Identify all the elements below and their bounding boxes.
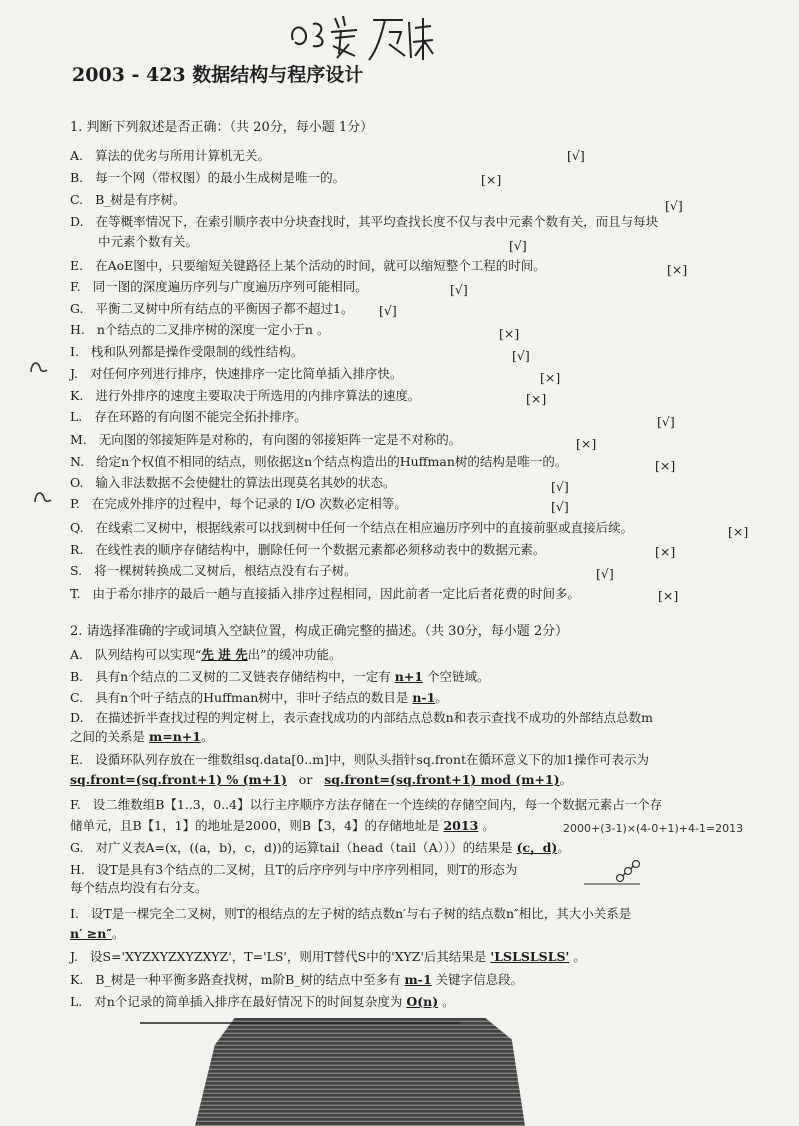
s1-mark-c: [√] — [665, 198, 683, 213]
s2-answer-c: n-1 — [412, 690, 436, 705]
s2-item-d-cont: 之间的关系是 m=n+1。 — [70, 729, 214, 744]
s1-item-e: E. 在AoE图中，只要缩短关键路径上某个活动的时间，就可以缩短整个工程的时间。 — [70, 258, 546, 273]
s1-item-d-cont: 中元素个数有关。 — [98, 234, 199, 249]
tree-shape-drawing — [580, 858, 650, 888]
s1-mark-f: [√] — [450, 282, 468, 297]
s2-item-h-cont: 每个结点均没有右分支。 — [70, 880, 208, 895]
s1-mark-m: [×] — [576, 436, 597, 451]
s1-mark-i: [√] — [512, 348, 530, 363]
s1-mark-e: [×] — [667, 262, 688, 277]
s2-item-c: C. 具有n个叶子结点的Huffman树中，非叶子结点的数目是 n-1。 — [70, 690, 448, 705]
s1-mark-k: [×] — [526, 391, 547, 406]
s2-item-e-cont: sq.front=(sq.front+1) % (m+1) or sq.front=(sq.front+1) mod (m+1)。 — [70, 772, 573, 787]
exam-title: 2003 - 423 数据结构与程序设计 — [72, 64, 364, 86]
s2-item-a: A. 队列结构可以实现“先 进 先出”的缓冲功能。 — [70, 647, 342, 662]
s2-item-g: G. 对广义表A=(x，((a，b)，c，d))的运算tail（head（tail（A）））的结果是 (c，d)。 — [70, 840, 570, 855]
s2-answer-i: n′ ≥n″ — [70, 926, 112, 941]
s2-item-k: K. B_树是一种平衡多路查找树，m阶B_树的结点中至多有 m-1 关键字信息段。 — [70, 972, 524, 987]
s2-answer-d: m=n+1 — [149, 729, 201, 744]
s1-item-m: M. 无向图的邻接矩阵是对称的，有向图的邻接矩阵一定是不对称的。 — [70, 432, 462, 447]
s1-mark-l: [√] — [657, 414, 675, 429]
s1-mark-q: [×] — [728, 524, 749, 539]
s1-mark-r: [×] — [655, 544, 676, 559]
s2-item-e: E. 设循环队列存放在一维数组sq.data[0..m]中，则队头指针sq.front在循环意义下的加1操作可表示为 — [70, 752, 649, 767]
s2-answer-l: O(n) — [406, 994, 439, 1009]
s2-answer-j: 'LSLSLSLS' — [490, 949, 570, 964]
s2-item-f: F. 设二维数组B【1..3，0..4】以行主序顺序方法存储在一个连续的存储空间内，每一个数据元素占一个存 — [70, 797, 663, 812]
s1-item-b: B. 每一个网（带权图）的最小生成树是唯一的。 — [70, 170, 346, 185]
s1-item-d: D. 在等概率情况下，在索引顺序表中分块查找时，其平均查找长度不仅与表中元素个数有关，而且与每块 — [70, 214, 659, 229]
s1-item-n: N. 给定n个权值不相同的结点，则依据这n个结点构造出的Huffman树的结构是唯一的。 — [70, 454, 568, 469]
s1-item-j: J. 对任何序列进行排序，快速排序一定比简单插入排序快。 — [70, 366, 403, 381]
s1-mark-b: [×] — [481, 172, 502, 187]
margin-pen-mark-j — [28, 358, 50, 376]
section2-heading: 2. 请选择准确的字或词填入空缺位置，构成正确完整的描述。（共 30分，每小题 2分） — [70, 624, 569, 639]
s2-item-l: L. 对n个记录的简单插入排序在最好情况下的时间复杂度为 O(n) 。 — [70, 994, 455, 1009]
s2-item-i-cont: n′ ≥n″。 — [70, 926, 125, 941]
s1-item-c: C. B_树是有序树。 — [70, 192, 186, 207]
s1-mark-p: [√] — [551, 499, 569, 514]
s2-item-i: I. 设T是一棵完全二叉树，则T的根结点的左子树的结点数n′与右子树的结点数n″相比，其大小关系是 — [70, 906, 632, 921]
s2-answer-e2: sq.front=(sq.front+1) mod (m+1) — [324, 772, 560, 787]
s2-item-h: H. 设T是具有3个结点的二叉树，且T的后序序列与中序序列相同，则T的形态为 — [70, 862, 518, 877]
s2-item-j: J. 设S='XYZXYZXYZXYZ'，T='LS'，则用T替代S中的'XYZ'后其结果是 'LSLSLSLS' 。 — [70, 949, 586, 964]
s1-mark-s: [√] — [596, 566, 614, 581]
s2-item-d: D. 在描述折半查找过程的判定树上，表示查找成功的内部结点总数n和表示查找不成功的外部结点总数m — [70, 710, 653, 725]
s1-mark-t: [×] — [658, 588, 679, 603]
s1-item-k: K. 进行外排序的速度主要取决于所选用的内排序算法的速度。 — [70, 388, 421, 403]
section1-heading: 1. 判断下列叙述是否正确：（共 20分，每小题 1分） — [70, 120, 374, 135]
s1-item-p: P. 在完成外排序的过程中，每个记录的 I/O 次数必定相等。 — [70, 496, 407, 511]
s2-item-b: B. 具有n个结点的二叉树的二叉链表存储结构中，一定有 n+1 个空链域。 — [70, 669, 490, 684]
s2-answer-k: m-1 — [404, 972, 432, 987]
s1-mark-n: [×] — [655, 458, 676, 473]
s2-answer-e1: sq.front=(sq.front+1) % (m+1) — [70, 772, 287, 787]
s1-item-r: R. 在线性表的顺序存储结构中，删除任何一个数据元素都必须移动表中的数据元素。 — [70, 542, 546, 557]
s1-item-f: F. 同一图的深度遍历序列与广度遍历序列可能相同。 — [70, 279, 368, 294]
s1-mark-o: [√] — [551, 479, 569, 494]
s1-item-l: L. 存在环路的有向图不能完全拓扑排序。 — [70, 409, 307, 424]
s2-answer-g: (c，d) — [516, 840, 558, 855]
s1-mark-a: [√] — [567, 148, 585, 163]
handwritten-note-scribble — [285, 10, 435, 65]
s1-mark-h: [×] — [499, 326, 520, 341]
s1-item-t: T. 由于希尔排序的最后一趟与直接插入排序过程相同，因此前者一定比后者花费的时间多。 — [70, 586, 580, 601]
margin-pen-mark-p — [32, 488, 54, 506]
s1-item-s: S. 将一棵树转换成二叉树后，根结点没有右子树。 — [70, 563, 357, 578]
s1-item-i: I. 栈和队列都是操作受限制的线性结构。 — [70, 344, 304, 359]
scan-smudge — [195, 1018, 525, 1126]
s1-item-g: G. 平衡二叉树中所有结点的平衡因子都不超过1。 — [70, 301, 354, 316]
s1-mark-j: [×] — [540, 370, 561, 385]
s2-f-handwritten-calc: 2000+(3-1)×(4-0+1)+4-1=2013 — [563, 822, 744, 835]
s1-mark-d: [√] — [509, 238, 527, 253]
s1-item-q: Q. 在线索二叉树中，根据线索可以找到树中任何一个结点在相应遍历序列中的直接前驱或直接后续。 — [70, 520, 634, 535]
s2-item-f-cont: 储单元，且B【1，1】的地址是2000，则B【3，4】的存储地址是 2013 。 — [70, 818, 495, 833]
s2-answer-f: 2013 — [443, 818, 479, 833]
s1-item-o: O. 输入非法数据不会使健壮的算法出现莫名其妙的状态。 — [70, 475, 396, 490]
s1-item-a: A. 算法的优劣与所用计算机无关。 — [70, 148, 271, 163]
s2-answer-a: 先 进 先 — [201, 647, 248, 662]
s1-mark-g: [√] — [379, 303, 397, 318]
s2-answer-b: n+1 — [394, 669, 423, 684]
s1-item-h: H. n个结点的二叉排序树的深度一定小于n 。 — [70, 322, 330, 337]
